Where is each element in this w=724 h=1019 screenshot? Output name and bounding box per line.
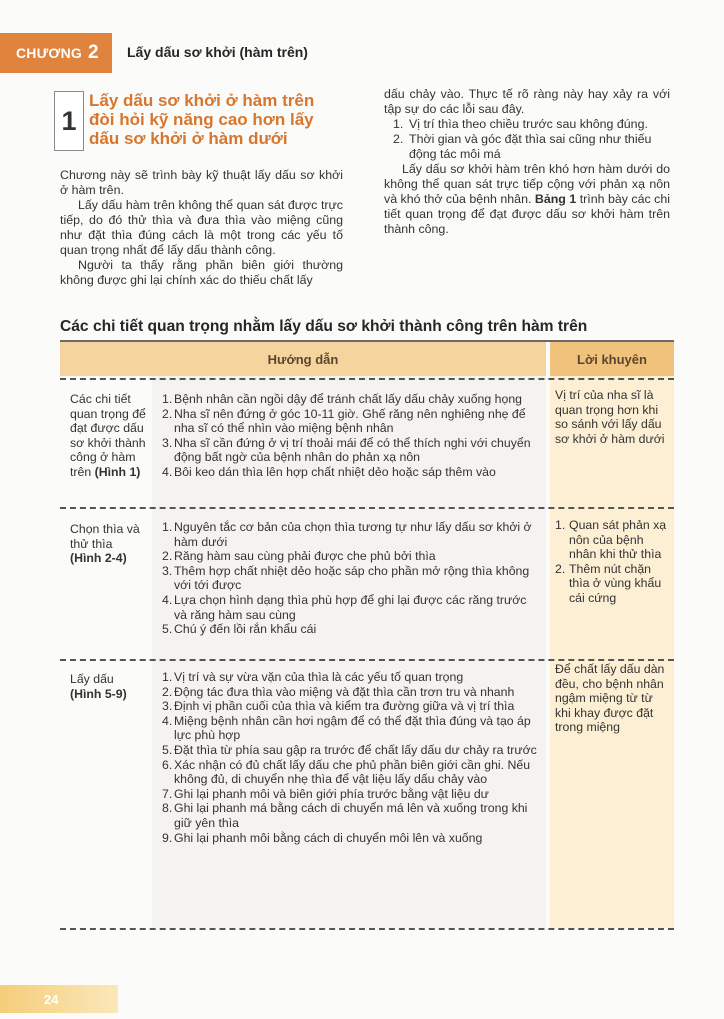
chapter-title: Lấy dấu sơ khởi (hàm trên) [127,44,308,60]
row-category: Chọn thìa và thử thìa (Hình 2-4) [70,522,140,566]
section-heading-line: dấu sơ khởi ở hàm dưới [89,129,288,148]
row-divider [60,659,674,661]
chapter-number: 2 [87,42,99,63]
row-guide-list [162,670,542,845]
list-item: 8. Ghi lại phanh má bằng cách di chuyển má lên và xuống trong khi giữ yên thìa [162,801,528,830]
paragraph: Lấy dấu sơ khởi hàm trên khó hơn hàm dưới do không thể quan sát trực tiếp cộng với phản xạ nôn và khó thở của bệnh nhân. Bảng 1 trình bày các chi tiết quan trọng để đạt được dấu sơ khởi hàm trên thành công. [384,162,670,236]
list-item: 3. Nha sĩ cần đứng ở vị trí thoải mái để có thể thích nghi với chuyển động bất ngờ của bệnh nhân do phản xạ nôn [162,435,531,465]
list-item: 4. Lựa chọn hình dạng thìa phù hợp để ghi lại được các răng trước và răng hàm sau cùng [162,592,527,622]
list-item: 4. Bôi keo dán thìa lên hợp chất nhiệt dẻo hoặc sáp thêm vào [162,464,496,479]
row-guide-list [162,392,542,480]
advice-text: Vị trí của nha sĩ là quan trọng hơn khi so sánh với lấy dấu sơ khởi ở hàm dưới [555,388,665,446]
chapter-badge [0,33,112,73]
section-heading-line: đòi hỏi kỹ năng cao hơn lấy [89,110,314,129]
page-number: 24 [44,992,59,1007]
page-number-band [0,985,118,1013]
paragraph: dấu chảy vào. Thực tế rõ ràng này hay xảy ra với tập sự do các lỗi sau đây. [384,87,670,116]
section-heading [89,91,349,148]
list-item: 1. Quan sát phản xạ nôn của bệnh nhân khi thử thìa [555,518,667,562]
list-item: 2. Động tác đưa thìa vào miệng và đặt thìa cần trơn tru và nhanh [162,684,515,699]
table-title: Các chi tiết quan trọng nhằm lấy dấu sơ khởi thành công trên hàm trên [60,318,588,335]
paragraph: Chương này sẽ trình bày kỹ thuật lấy dấu sơ khởi ở hàm trên. [60,168,343,197]
advice-text: Để chất lấy dấu dàn đều, cho bệnh nhân ngậm miệng từ từ khi khay được đặt trong miệng [555,662,665,735]
row-advice [555,388,667,446]
list-item: 1. Vị trí thìa theo chiều trước sau không đúng. [393,117,648,131]
list-item: 5. Đặt thìa từ phía sau gập ra trước để chất lấy dấu dư chảy ra trước [162,742,537,757]
paragraph: Lấy dấu hàm trên không thể quan sát được trực tiếp, do đó thử thìa và đưa thìa vào miệng cũng như đặt thìa đúng cách là một trong các yếu tố quan trọng nhất để lấy dấu thành công. [60,198,343,257]
paragraph: Người ta thấy rằng phần biên giới thường không được ghi lại chính xác do thiếu chất lấy [60,258,343,287]
chapter-word: CHƯƠNG [16,45,82,61]
row-divider [60,378,674,380]
list-item: 1. Nguyên tắc cơ bản của chọn thìa tương tự như lấy dấu sơ khởi ở hàm dưới [162,520,532,549]
advice-column-bg [550,376,674,928]
list-item: 2. Thêm nút chặn thìa ở vùng khẩu cái cứng [555,561,662,605]
list-item: 1. Bệnh nhân cần ngồi dậy để tránh chất lấy dấu chảy xuống họng [162,392,522,406]
list-item: 3. Định vị phần cuối của thìa và kiểm tra đường giữa và vị trí thìa [162,699,515,714]
row-category: Các chi tiết quan trọng để đạt được dấu sơ khởi thành công ở hàm trên (Hình 1) [70,392,146,479]
list-item: 6. Xác nhận có đủ chất lấy dấu che phủ phần biên giới cần ghi. Nếu không đủ, di chuyển nhẹ thìa để vật liệu lấy dấu chảy vào [162,757,531,787]
row-guide-list [162,520,542,637]
row-category: Lấy dấu (Hình 5-9) [70,672,127,701]
list-item: 1. Vị trí và sự vừa vặn của thìa là các yếu tố quan trọng [162,670,464,684]
list-item: 9. Ghi lại phanh môi bằng cách di chuyển môi lên và xuống [162,830,483,845]
header-guide: Hướng dẫn [60,342,546,376]
row-advice [555,518,667,606]
error-list [384,117,670,162]
list-item: 4. Miệng bệnh nhân cần hơi ngậm để có thể đặt thìa đúng và tạo áp lực phù hợp [162,713,531,743]
table-bottom-divider [60,928,674,930]
row-divider [60,507,674,509]
list-item: 2. Nha sĩ nên đứng ở góc 10-11 giờ. Ghế răng nên nghiêng nhẹ để nha sĩ có thể nhìn vào miệng bệnh nhân [162,406,526,436]
right-column [384,87,670,237]
row-advice [555,662,667,735]
header-advice: Lời khuyên [550,342,674,376]
list-item: 5. Chú ý đến lồi rắn khẩu cái [162,622,317,637]
section-number-box: 1 [54,91,84,151]
list-item: 3. Thêm hợp chất nhiệt dẻo hoặc sáp cho phần mở rộng thìa không với tới được [162,563,530,593]
list-item: 7. Ghi lại phanh môi và biên giới phía trước bằng vật liệu dư [162,786,489,801]
list-item: 2. Thời gian và góc đặt thìa sai cũng như thiếu động tác môi má [393,132,652,161]
details-table [60,340,674,930]
section-heading-line: Lấy dấu sơ khởi ở hàm trên [89,91,315,110]
table-reference: Bảng 1 [534,192,577,206]
left-column [60,168,343,288]
list-item: 2. Răng hàm sau cùng phải được che phủ bởi thìa [162,549,436,564]
